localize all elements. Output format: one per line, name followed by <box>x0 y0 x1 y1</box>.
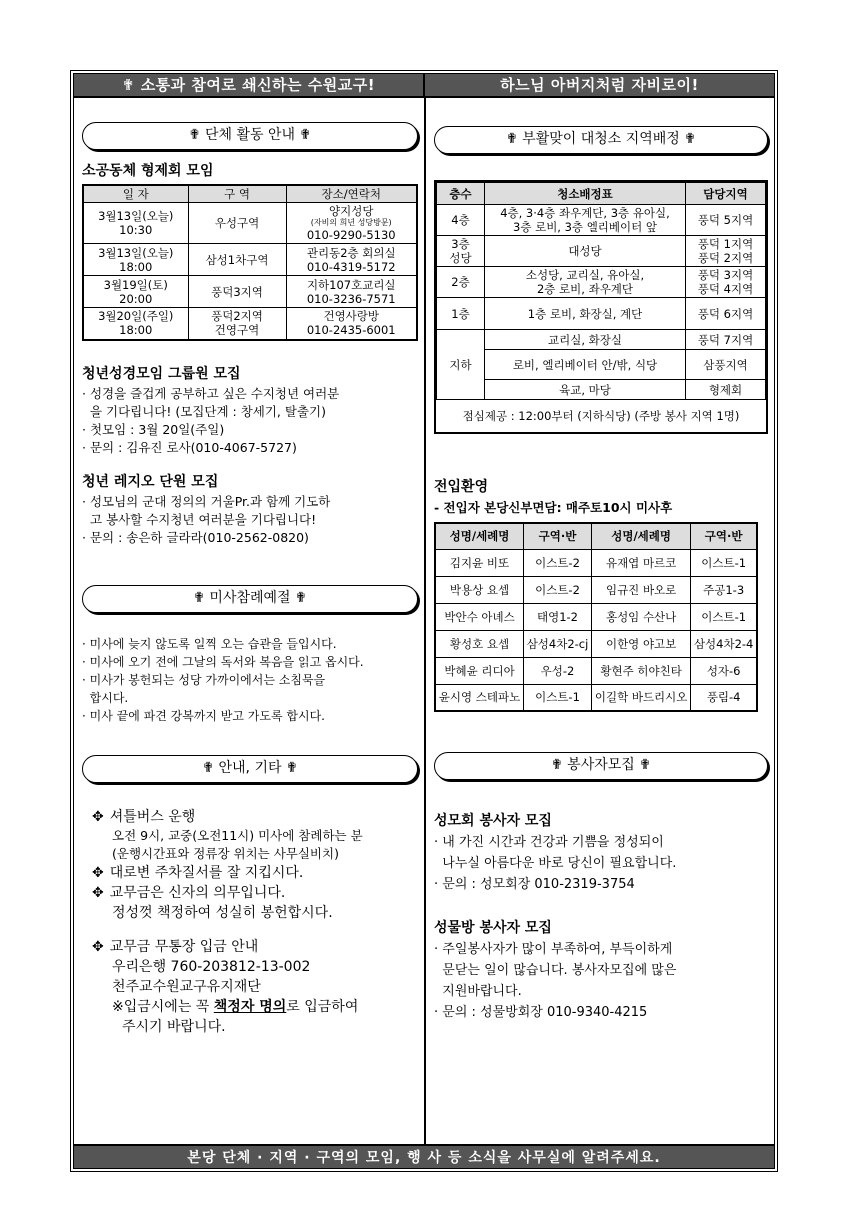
parking-item: ✥ 대로변 주차질서를 잘 지킵시다. <box>92 864 304 881</box>
table-row: 박안수 아녜스 태영1-2 홍성임 수산나 이스트-1 <box>435 603 757 630</box>
welcome-heading: 전입환영 <box>434 479 489 495</box>
table-row: 윤시영 스테파노 이스트-1 이길학 바드리시오 풍림-4 <box>435 684 757 711</box>
table-row: 김지윤 비또 이스트-2 유재엽 마르코 이스트-1 <box>435 549 757 576</box>
header-left-slogan: ✟ 소통과 참여로 쇄신하는 수원교구! <box>74 74 425 96</box>
cleaning-box <box>434 180 768 434</box>
header-bar <box>74 74 774 98</box>
row-area: 삼성1차구역 <box>188 244 286 276</box>
col-zone: 담당지역 <box>686 183 766 205</box>
table-row: 2층 소성당, 교리실, 유아실, 2층 로비, 좌우계단 풍덕 3지역 풍덕 4지역 <box>437 267 766 298</box>
welcome-sub: - 전입자 본당신부면담: 매주토10시 미사후 <box>434 500 673 515</box>
cross-bullet-icon: ✥ <box>92 938 104 955</box>
table-row: 황성호 요셉 삼성4차2-cj 이한영 야고보 삼성4차2-4 <box>435 630 757 657</box>
row-date: 3월13일(오늘) 18:00 <box>83 244 188 276</box>
deposit-item: ✥ 교무금 무통장 입금 안내 <box>92 938 259 955</box>
table-row: 육교, 마당 형제회 <box>437 380 766 400</box>
col-area: 구 역 <box>188 185 286 203</box>
sacristy-text: · 주일봉사자가 많이 부족하여, 부득이하게 문닫는 일이 많습니다. 봉사자모집에 많은 지원바랍니다. · 문의 : 성물방회장 010-9340-4215 <box>434 942 677 1020</box>
table-row <box>83 244 417 276</box>
table-row: 박용상 요셉 이스트-2 임규진 바오로 주공1-3 <box>435 576 757 603</box>
row-place: 건영사랑방 010-2435-6001 <box>286 308 417 340</box>
row-area: 풍덕3지역 <box>188 276 286 308</box>
table-header-row: 성명/세례명 구역·반 성명/세례명 구역·반 <box>435 523 757 549</box>
row-place: 관리동2층 회의실 010-4319-5172 <box>286 244 417 276</box>
row-place: 양지성당 (자비의 희년 성당방문) 010-9290-5130 <box>286 203 417 244</box>
col-task: 청소배정표 <box>485 183 686 205</box>
col-date: 일 자 <box>83 185 188 203</box>
table-header-row <box>437 183 766 205</box>
table-row <box>83 308 417 340</box>
bible-heading: 청년성경모임 그룹원 모집 <box>82 365 241 382</box>
sacristy-heading: 성물방 봉사자 모집 <box>434 920 552 936</box>
brothers-heading: 소공동체 형제회 모임 <box>82 163 214 179</box>
mothers-heading: 성모회 봉사자 모집 <box>434 813 552 829</box>
lunch-note: 점심제공 : 12:00부터 (지하식당) (주방 봉사 지역 1명) <box>462 409 740 423</box>
notice-etc-title: ✟ 안내, 기타 ✟ <box>82 755 418 783</box>
row-area: 풍덕2지역 건영구역 <box>188 308 286 340</box>
row-date: 3월19일(토) 20:00 <box>83 276 188 308</box>
bulletin-frame <box>70 70 778 1172</box>
row-date: 3월20일(주일) 18:00 <box>83 308 188 340</box>
mass-etiquette-text: · 미사에 늦지 않도록 일찍 오는 습관을 들입시다. · 미사에 오기 전에 그날의 독서와 복음을 읽고 옵시다. · 미사가 봉헌되는 성당 가까이에서는 소침묵을 합시다. · 미사 끝에 파견 강복까지 받고 가도록 합시다. <box>82 636 364 723</box>
group-activity-title: ✟ 단체 활동 안내 ✟ <box>82 122 418 150</box>
deposit-detail: 우리은행 760-203812-13-002 천주교수원교구유지재단 ※입금시에는 꼭 책정자 명의로 입금하여 주시기 바랍니다. <box>112 958 359 1035</box>
row-place: 지하107호교리실 010-3236-7571 <box>286 276 417 308</box>
table-row: 3층 성당 대성당 풍덕 1지역 풍덕 2지역 <box>437 236 766 267</box>
footer-bar: 본당 단체 · 지역 · 구역의 모임, 행 사 등 소식을 사무실에 알려주세요. <box>74 1144 774 1168</box>
table-row: 박혜윤 리디아 우성-2 황현주 히야친타 성자-6 <box>435 657 757 684</box>
column-divider <box>424 98 426 1148</box>
bible-text: · 성경을 즐겁게 공부하고 싶은 수지청년 여러분 을 기다립니다! (모집단계 : 창세기, 탈출기) · 첫모임 : 3월 20일(주일) · 문의 : 김유진 로사(010-4067-5727) <box>82 385 340 455</box>
shuttle-detail: 오전 9시, 교중(오전11시) 미사에 참례하는 분 (운행시간표와 정류장 위치는 사무실비치) <box>112 827 363 861</box>
mothers-text: · 내 가진 시간과 건강과 기쁨을 정성되이 나누실 아름다운 바로 당신이 필요합니다. · 문의 : 성모회장 010-2319-3754 <box>434 835 677 892</box>
cross-bullet-icon: ✥ <box>92 808 104 825</box>
mass-etiquette-title: ✟ 미사참례예절 ✟ <box>82 585 418 613</box>
duty-item: ✥ 교무금은 신자의 의무입니다. <box>92 884 286 901</box>
table-row: 1층 1층 로비, 화장실, 계단 풍덕 6지역 <box>437 298 766 330</box>
right-column <box>434 100 768 1023</box>
cross-bullet-icon: ✥ <box>92 884 104 901</box>
table-row: 지하 교리실, 화장실 풍덕 7지역 <box>437 330 766 350</box>
shuttle-item: ✥ 셔틀버스 운행 <box>92 808 196 825</box>
row-date: 3월13일(오늘) 10:30 <box>83 203 188 244</box>
brothers-table <box>82 184 418 341</box>
table-row <box>83 203 417 244</box>
row-area: 우성구역 <box>188 203 286 244</box>
table-row <box>83 276 417 308</box>
table-header-row <box>83 185 417 203</box>
newcomers-table <box>434 522 758 712</box>
col-floor: 층수 <box>437 183 485 205</box>
table-row: 4층 4층, 3·4층 좌우계단, 3층 유아실, 3층 로비, 3층 엘리베이터 앞 풍덕 5지역 <box>437 205 766 236</box>
header-right-slogan: 하느님 아버지처럼 자비로이! <box>500 76 699 94</box>
duty-detail: 정성껏 책정하여 성실히 봉헌합시다. <box>112 904 333 921</box>
col-place: 장소/연락처 <box>286 185 417 203</box>
table-row: 로비, 엘리베이터 안/밖, 식당 삼풍지역 <box>437 350 766 380</box>
cleaning-table <box>436 182 766 400</box>
legio-text: · 성모님의 군대 정의의 거울Pr.과 함께 기도하 고 봉사할 수지청년 여러분을 기다립니다! · 문의 : 송은하 글라라(010-2562-0820) <box>82 493 331 545</box>
easter-cleaning-title: ✟ 부활맞이 대청소 지역배정 ✟ <box>434 126 768 154</box>
legio-heading: 청년 레지오 단원 모집 <box>82 473 219 490</box>
volunteer-title: ✟ 봉사자모집 ✟ <box>434 752 768 780</box>
cross-bullet-icon: ✥ <box>92 864 104 881</box>
notice-etc-body <box>82 807 418 1037</box>
left-column <box>82 100 418 1037</box>
